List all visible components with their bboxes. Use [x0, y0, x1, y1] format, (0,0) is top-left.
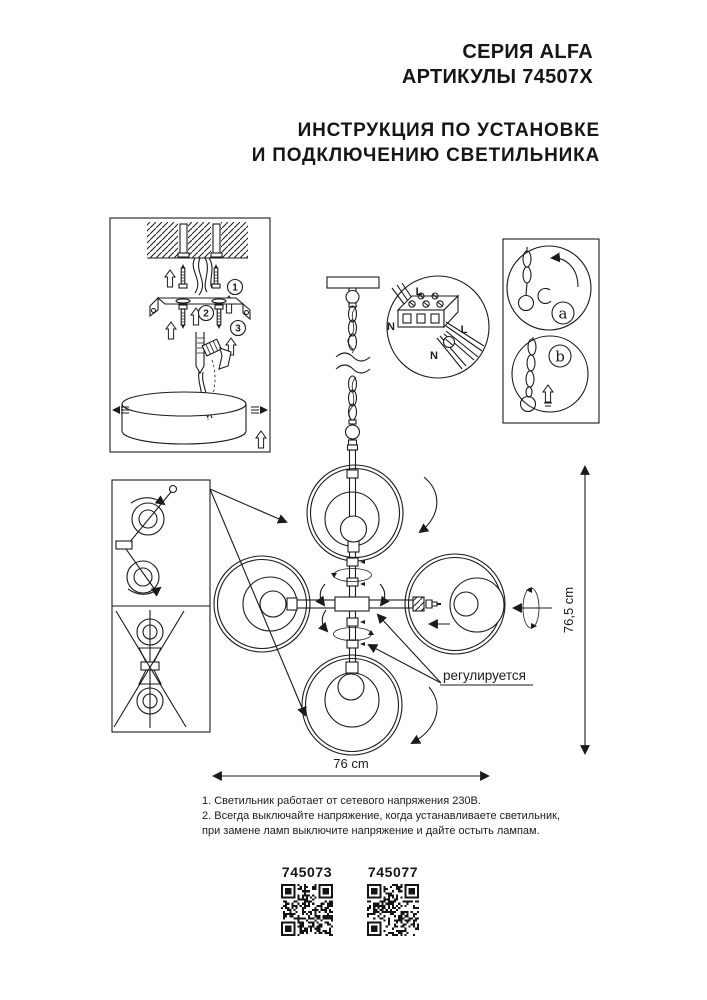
screw-icon [179, 305, 187, 329]
step-3-badge [231, 321, 246, 336]
instruction-line2: И ПОДКЛЮЧЕНИЮ СВЕТИЛЬНИКА [251, 145, 600, 166]
ceiling-hatch [147, 222, 248, 258]
detail-a-open-link [519, 247, 579, 324]
step-1-badge [228, 280, 243, 295]
note-line2: 2. Всегда выключайте напряжение, когда устанавливаете светильник, [202, 810, 561, 822]
screw-icon [215, 305, 223, 329]
label-N-right: N [430, 350, 438, 362]
screw-icon [212, 264, 220, 288]
qr-label-745073: 745073 [281, 864, 333, 880]
detail-b-chain [521, 337, 572, 412]
side-screw-left-icon [112, 406, 129, 414]
note-line1: 1. Светильник работает от сетевого напряжения 230В. [202, 795, 481, 807]
label-L-right: L [460, 324, 468, 336]
side-screw-right-icon [251, 406, 268, 414]
label-N-top: N [387, 321, 395, 333]
right-arm [369, 600, 413, 608]
up-arrow-icon [165, 270, 175, 287]
arm-screw-connector [413, 597, 441, 611]
left-shade [214, 556, 310, 652]
label-b: b [555, 347, 565, 366]
up-arrow-icon [166, 322, 176, 339]
qr-label-745077: 745077 [367, 864, 419, 880]
dimension-width [214, 756, 488, 776]
svg-text:1: 1 [232, 282, 238, 294]
label-a: a [558, 304, 568, 323]
note-line3: при замене ламп выключите напряжение и дайте остыть лампам. [202, 825, 540, 837]
svg-text:2: 2 [203, 308, 209, 320]
bottom-shade [302, 655, 402, 755]
height-value: 76,5 cm [561, 586, 576, 634]
central-hub [335, 597, 369, 611]
mounting-detail-box [110, 218, 270, 452]
dimension-height [561, 467, 585, 753]
instruction-line1: ИНСТРУКЦИЯ ПО УСТАНОВКЕ [297, 120, 600, 141]
screw-icon [179, 264, 187, 288]
ceiling-canopy [122, 392, 246, 444]
articles-title: АРТИКУЛЫ 74507X [401, 66, 593, 88]
chandelier-drawing [214, 450, 552, 755]
left-arm [296, 600, 335, 608]
step-2-badge [199, 306, 214, 321]
label-L-top: L [415, 286, 423, 298]
adjustable-label: регулируется [443, 668, 526, 683]
tilt-allowed-panel [116, 486, 177, 595]
svg-text:3: 3 [235, 323, 241, 335]
wiring-detail-circle [387, 276, 489, 378]
mains-wires [193, 258, 212, 295]
series-title: СЕРИЯ ALFA [462, 41, 593, 63]
vertical-not-allowed-panel [114, 610, 186, 728]
chain-detail-box [503, 239, 599, 423]
up-arrow-icon [256, 431, 266, 448]
suspension-chain [327, 277, 379, 450]
width-value: 76 cm [333, 756, 369, 771]
